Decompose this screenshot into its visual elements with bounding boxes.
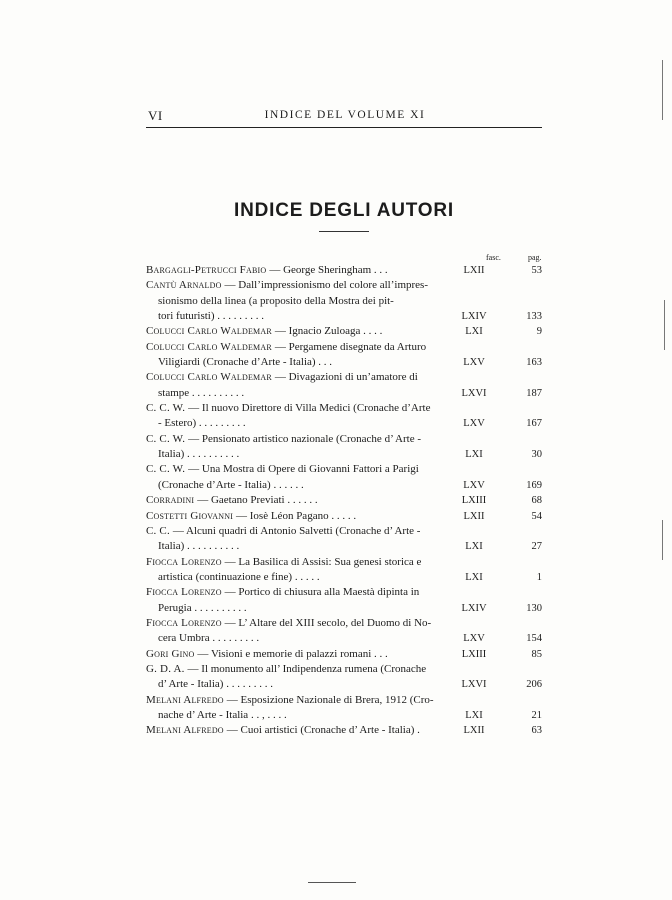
author-name: Melani Alfredo [146, 724, 227, 737]
entry-line: — Esposizione Nazionale di Brera, 1912 (Cro- [226, 693, 434, 706]
entry-line: — Il nuovo Direttore di Villa Medici (Cronache d’Arte [188, 402, 431, 415]
author-name: Fiocca Lorenzo [146, 586, 225, 599]
index-entry [146, 401, 542, 432]
author-name: Cantù Arnaldo [146, 279, 225, 292]
author-name: Gori Gino [146, 647, 198, 660]
fascicle-number: LXI [465, 571, 483, 583]
author-name: G. D. A. [146, 662, 188, 675]
index-entry [146, 723, 542, 738]
index-entry [146, 370, 542, 401]
entry-text [146, 462, 466, 493]
page-reference: 30 [531, 449, 542, 461]
entry-line: — Gaetano Previati . . . . . . [197, 494, 318, 507]
entry-text [146, 693, 466, 724]
index-entry [146, 616, 542, 647]
entry-line: sionismo della linea (a proposito della Mostra dei pit- [158, 294, 394, 307]
entry-line: Italia) . . . . . . . . . . [158, 448, 240, 461]
page-reference: 9 [536, 326, 542, 338]
entry-text [146, 401, 466, 432]
page-reference: 85 [531, 648, 542, 660]
entry-line: — Cuoi artistici (Cronache d’ Arte - Italia) . [226, 724, 420, 737]
index-entry [146, 278, 542, 324]
entry-text [146, 555, 466, 586]
fascicle-number: LXII [463, 725, 485, 737]
author-name: C. C. W. [146, 402, 189, 415]
author-name: Corradini [146, 494, 198, 507]
entry-line: (Cronache d’Arte - Italia) . . . . . . [158, 478, 304, 491]
entry-line: artistica (continuazione e fine) . . . . . [158, 570, 320, 583]
entry-text [146, 340, 466, 371]
author-name: C. C. W. [146, 463, 189, 476]
entry-text [146, 647, 466, 662]
page-reference: 206 [526, 679, 542, 691]
fascicle-number: LXVI [461, 387, 487, 399]
entry-text [146, 278, 466, 324]
page-edge-mark [664, 300, 665, 350]
fascicle-number: LXI [465, 326, 483, 338]
fascicle-number: LXV [463, 418, 485, 430]
index-entry [146, 524, 542, 555]
entry-line: — L’ Altare del XIII secolo, del Duomo di No- [224, 616, 432, 629]
entry-line: Viligiardi (Cronache d’Arte - Italia) . . . [158, 356, 333, 369]
fascicle-number: LXI [465, 709, 483, 721]
entry-line: — Visioni e memorie di palazzi romani . . . [197, 647, 388, 660]
author-index-list [146, 263, 542, 739]
author-name: Colucci Carlo Waldemar [146, 340, 275, 353]
index-entry [146, 555, 542, 586]
entry-line: — Una Mostra di Opere di Giovanni Fattori a Parigi [188, 463, 419, 476]
page-edge-mark [662, 520, 663, 560]
index-entry [146, 662, 542, 693]
fascicle-number: LXII [463, 265, 485, 276]
entry-text [146, 370, 466, 401]
fascicle-number: LXI [465, 449, 483, 461]
author-name: Melani Alfredo [146, 693, 227, 706]
entry-line: Perugia . . . . . . . . . . [158, 601, 247, 614]
index-entry [146, 324, 542, 339]
author-name: Costetti Giovanni [146, 509, 237, 522]
author-name: C. C. [146, 524, 173, 537]
author-name: Colucci Carlo Waldemar [146, 325, 275, 338]
author-name: Fiocca Lorenzo [146, 616, 225, 629]
footer-rule [308, 882, 356, 883]
entry-text [146, 493, 466, 508]
entry-text [146, 524, 466, 555]
entry-line: — George Sheringham . . . [269, 264, 388, 276]
index-entry [146, 462, 542, 493]
index-entry [146, 647, 542, 662]
entry-line: — Ignacio Zuloaga . . . . [274, 325, 383, 338]
entry-text [146, 432, 466, 463]
entry-line: — Pergamene disegnate da Arturo [274, 340, 427, 353]
fascicle-number: LXIII [461, 648, 487, 660]
page-number: VI [148, 108, 163, 123]
page-reference: 63 [531, 725, 542, 737]
page-reference: 169 [526, 479, 542, 491]
index-entry [146, 693, 542, 724]
entry-line: — Pensionato artistico nazionale (Cronache d’ Arte - [188, 432, 422, 445]
entry-line: — Portico di chiusura alla Maestà dipinta in [224, 586, 420, 599]
entry-line: — La Basilica di Assisi: Sua genesi storica e [224, 555, 422, 568]
fasc-column-header: fasc. [486, 253, 501, 262]
fascicle-number: LXV [463, 633, 485, 645]
fascicle-number: LXV [463, 357, 485, 369]
entry-line: tori futuristi) . . . . . . . . . [158, 310, 265, 323]
entry-text [146, 263, 466, 278]
entry-line: cera Umbra . . . . . . . . . [158, 632, 260, 645]
page-reference: 21 [531, 709, 542, 721]
index-entry [146, 340, 542, 371]
index-entry [146, 432, 542, 463]
author-name: C. C. W. [146, 432, 189, 445]
entry-line: d’ Arte - Italia) . . . . . . . . . [158, 678, 273, 691]
fascicle-number: LXIII [461, 495, 487, 507]
fascicle-number: LXIV [461, 602, 487, 614]
pag-column-header: pag. [528, 253, 542, 262]
author-name: Fiocca Lorenzo [146, 555, 225, 568]
entry-text [146, 509, 466, 524]
page-reference: 187 [526, 387, 542, 399]
entry-text [146, 585, 466, 616]
running-title: INDICE DEL VOLUME XI [264, 109, 426, 121]
entry-text [146, 324, 466, 339]
page-reference: 130 [526, 602, 542, 614]
page-reference: 1 [536, 571, 542, 583]
page-reference: 68 [531, 495, 542, 507]
fascicle-number: LXIV [461, 311, 487, 323]
entry-line: stampe . . . . . . . . . . [158, 386, 245, 399]
header-rule [146, 127, 542, 128]
index-entry [146, 585, 542, 616]
fascicle-number: LXVI [461, 679, 487, 691]
author-name: Colucci Carlo Waldemar [146, 371, 275, 384]
page-reference: 167 [526, 418, 542, 430]
page-reference: 53 [531, 265, 542, 276]
entry-line: Italia) . . . . . . . . . . [158, 540, 240, 553]
fascicle-number: LXV [463, 479, 485, 491]
entry-line: — Iosè Léon Pagano . . . . . [236, 509, 357, 522]
entry-text [146, 723, 466, 738]
section-title: INDICE DEGLI AUTORI [234, 200, 454, 221]
title-rule [319, 231, 369, 232]
entry-line: nache d’ Arte - Italia . . , . . . . [158, 708, 287, 721]
page-edge-mark [662, 60, 663, 120]
entry-line: — Il monumento all’ Indipendenza rumena (Cronache [187, 662, 427, 675]
page-reference: 27 [531, 541, 542, 553]
index-entry [146, 509, 542, 524]
entry-line: — Alcuni quadri di Antonio Salvetti (Cronache d’ Arte - [172, 524, 421, 537]
page-reference: 54 [531, 510, 542, 522]
entry-line: — Dall’impressionismo del colore all’impres- [224, 279, 428, 292]
entry-text [146, 616, 466, 647]
entry-line: — Divagazioni di un’amatore di [274, 371, 418, 384]
entry-text [146, 662, 466, 693]
index-entry [146, 493, 542, 508]
fascicle-number: LXII [463, 510, 485, 522]
entry-line: - Estero) . . . . . . . . . [158, 417, 246, 430]
page-reference: 154 [526, 633, 542, 645]
page-reference: 133 [526, 311, 542, 323]
author-name: Bargagli-Petrucci Fabio [146, 264, 270, 276]
fascicle-number: LXI [465, 541, 483, 553]
index-entry [146, 263, 542, 278]
page-reference: 163 [526, 357, 542, 369]
